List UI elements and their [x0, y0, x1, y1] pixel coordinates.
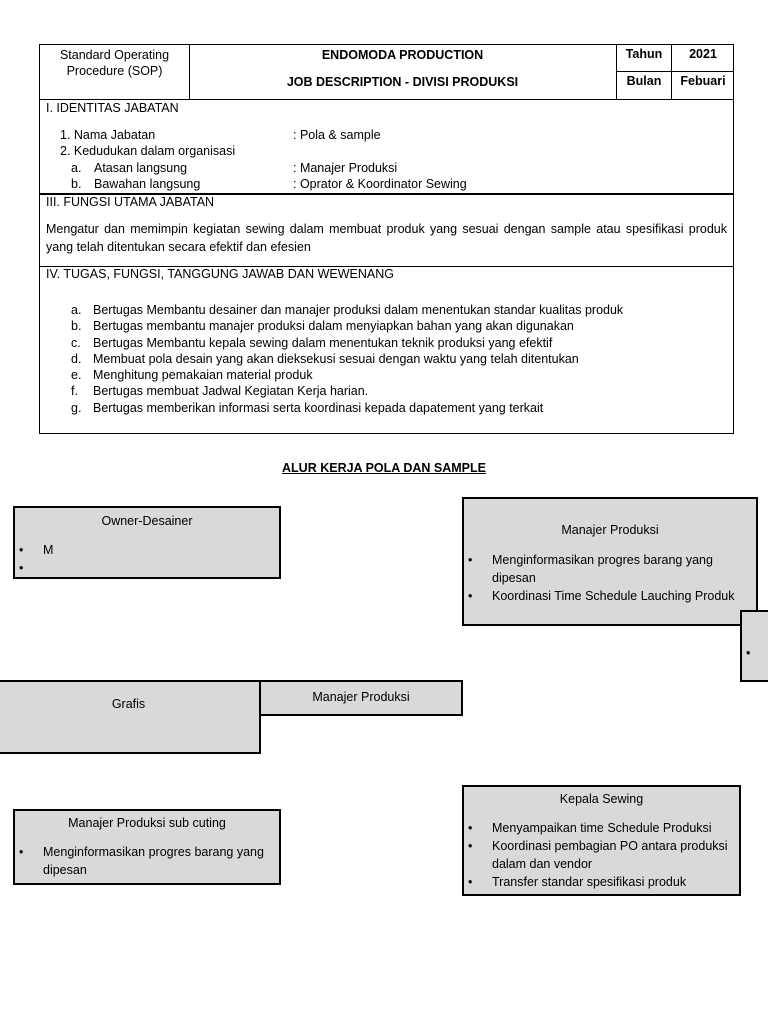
kepala-sewing-item: • Transfer standar spesifikasi produk [464, 873, 733, 891]
document-title: JOB DESCRIPTION - DIVISI PRODUKSI [286, 75, 519, 89]
tugas-heading: IV. TUGAS, FUNGSI, TANGGUNG JAWAB DAN WEWENANG [46, 267, 394, 281]
tugas-text: Membuat pola desain yang akan dieksekusi sesuai dengan waktu yang telah ditentukan [93, 351, 579, 366]
kepala-sewing-box [462, 785, 741, 896]
identitas-heading: I. IDENTITAS JABATAN [46, 101, 179, 115]
grafis-title: Grafis [111, 697, 146, 711]
bulan-value: Febuari [680, 74, 726, 88]
tugas-list [71, 302, 721, 416]
tugas-text: Bertugas membuat Jadwal Kegiatan Kerja harian. [93, 384, 369, 399]
owner-desainer-box [13, 506, 281, 579]
kedudukan-label: 2. Kedudukan dalam organisasi [60, 144, 236, 158]
kepala-sewing-item: • Koordinasi pembagian PO antara produksi dalam dan vendor [464, 837, 733, 873]
tugas-item [71, 302, 721, 318]
edge-box-list [742, 644, 768, 662]
tugas-item [71, 318, 721, 334]
tugas-item [71, 383, 721, 399]
tahun-label: Tahun [625, 47, 663, 61]
tugas-marker: c. [71, 335, 81, 350]
tugas-text: Bertugas membantu manajer produksi dalam menyiapkan bahan yang akan digunakan [93, 319, 574, 334]
flow-title: ALUR KERJA POLA DAN SAMPLE [282, 461, 486, 475]
tugas-item [71, 335, 721, 351]
tugas-marker: a. [71, 303, 82, 317]
fungsi-heading: III. FUNGSI UTAMA JABATAN [46, 195, 215, 209]
nama-jabatan-value: : Pola & sample [293, 128, 381, 142]
tugas-marker: f. [71, 384, 78, 399]
tugas-text: Bertugas memberikan informasi serta koordinasi kepada dapatement yang terkait [93, 400, 544, 415]
bawahan-label: Bawahan langsung [94, 177, 201, 191]
manajer-produksi-top-item: • Menginformasikan progres barang yang dipesan [464, 551, 752, 587]
tugas-marker: b. [71, 319, 82, 334]
manajer-produksi-top-title: Manajer Produksi [561, 523, 659, 537]
atasan-marker: a. [71, 161, 82, 175]
manajer-produksi-top-box [462, 497, 758, 626]
manajer-produksi-mid-box [259, 680, 463, 716]
manajer-produksi-top-list [464, 551, 752, 605]
bawahan-value: : Oprator & Koordinator Sewing [293, 177, 467, 191]
sub-cuting-item: • Menginformasikan progres barang yang dipesan [15, 843, 273, 879]
kepala-sewing-item: • Menyampaikan time Schedule Produksi [464, 819, 733, 837]
sub-cuting-box [13, 809, 281, 885]
atasan-label: Atasan langsung [94, 161, 188, 175]
fungsi-section [39, 194, 734, 267]
tugas-item [71, 351, 721, 367]
tugas-text: Bertugas Membantu kepala sewing dalam menentukan teknik produksi yang efektif [93, 335, 553, 350]
tugas-item [71, 400, 721, 416]
tugas-item [71, 367, 721, 383]
tugas-section [39, 266, 734, 434]
nama-jabatan-label: 1. Nama Jabatan [60, 128, 156, 142]
manajer-produksi-mid-title: Manajer Produksi [312, 690, 410, 704]
atasan-value: : Manajer Produksi [293, 161, 398, 175]
owner-desainer-item: • M [15, 541, 279, 559]
fungsi-text: Mengatur dan memimpin kegiatan sewing dalam membuat produk yang sesuai dengan sample atau spesifikasi produk yang telah ditentukan secara efektif dan efesien [46, 222, 727, 254]
kepala-sewing-title: Kepala Sewing [559, 792, 644, 806]
kepala-sewing-list [464, 819, 733, 891]
bulan-label: Bulan [626, 74, 662, 88]
manajer-produksi-top-item: • Koordinasi Time Schedule Lauching Produk [464, 587, 752, 605]
owner-desainer-list [15, 541, 279, 577]
sop-label: Standard Operating Procedure (SOP) [59, 48, 170, 78]
tugas-marker: e. [71, 368, 82, 383]
tugas-marker: d. [71, 351, 82, 366]
edge-box [740, 610, 768, 682]
bawahan-marker: b. [71, 177, 82, 191]
tahun-value: 2021 [689, 47, 717, 61]
tugas-text: Menghitung pemakaian material produk [93, 368, 313, 383]
identitas-section [39, 100, 734, 194]
sub-cuting-list [15, 843, 273, 879]
sop-header-table [39, 44, 734, 100]
owner-desainer-title: Owner-Desainer [101, 514, 193, 528]
sub-cuting-title: Manajer Produksi sub cuting [68, 816, 226, 830]
edge-box-item [742, 644, 768, 662]
owner-desainer-item [15, 559, 279, 577]
tugas-text: Bertugas Membantu desainer dan manajer produksi dalam menentukan standar kualitas produk [93, 303, 624, 317]
grafis-box [0, 680, 261, 754]
company-name: ENDOMODA PRODUCTION [321, 48, 484, 62]
tugas-marker: g. [71, 400, 82, 415]
